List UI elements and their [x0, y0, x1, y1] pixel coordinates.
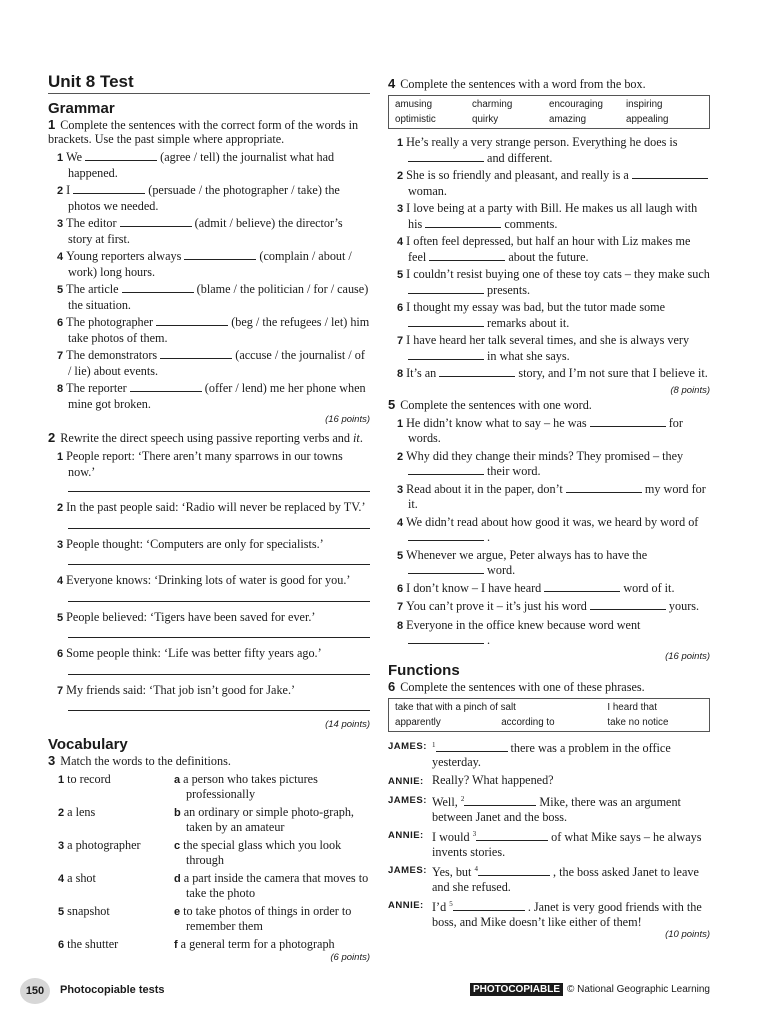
answer-blank[interactable] — [408, 464, 484, 475]
item-text: We didn’t read about how good it was, we heard by word of — [406, 514, 699, 529]
exercise-item — [48, 315, 370, 345]
match-word: 5 snapshot — [58, 904, 110, 918]
item-text: (agree / tell) the journalist what had happened. — [68, 150, 335, 180]
exercise-item — [388, 515, 710, 545]
item-text: Read about it in the paper, don’t — [406, 481, 563, 496]
match-definition: d a part inside the camera that moves to take the photo — [174, 871, 369, 900]
answer-line[interactable] — [68, 674, 370, 675]
box-word: quirky — [472, 114, 499, 125]
item-text: People report: ‘There aren’t many sparrows in our towns now.’ — [66, 449, 343, 479]
box-phrase: according to — [501, 716, 555, 728]
unit-title: Unit 8 Test — [48, 72, 370, 94]
answer-blank[interactable] — [130, 381, 202, 392]
exercise-1-items — [48, 150, 370, 411]
box-word: optimistic — [395, 114, 436, 125]
item-text: The editor — [66, 216, 117, 230]
item-text: (offer / lend) me her phone when mine got broken. — [68, 381, 366, 411]
exercise-item — [388, 267, 710, 297]
item-text: in what she says. — [487, 348, 570, 363]
item-number: 1 — [57, 451, 64, 463]
footer-right — [470, 983, 710, 996]
exercise-4-items — [388, 135, 710, 382]
dialogue-line: Well, $^2$ Mike, there was an argument between Janet and the boss. — [432, 795, 681, 824]
box-word: amusing — [395, 99, 433, 110]
page-footer — [20, 978, 710, 1004]
answer-blank[interactable] — [160, 348, 232, 359]
exercise-3-points: (6 points) — [330, 952, 370, 963]
item-text: remarks about it. — [487, 315, 570, 330]
answer-line[interactable] — [68, 710, 370, 711]
exercise-item — [48, 150, 370, 180]
exercise-item — [48, 683, 370, 699]
item-text: (persuade / the photographer / take) the photos we needed. — [68, 183, 340, 213]
grammar-heading: Grammar — [48, 100, 115, 117]
item-text: Young reporters always — [66, 249, 182, 263]
box-word: inspiring — [626, 99, 663, 110]
match-definition: f a general term for a photograph — [174, 937, 335, 951]
exercise-number: 6 — [388, 678, 396, 694]
item-number: 4 — [397, 236, 404, 248]
item-text: People believed: ‘Tigers have been saved for ever.’ — [66, 609, 316, 624]
exercise-number: 2 — [48, 430, 56, 445]
dialogue-line: $^1$ there was a problem in the office yesterday. — [432, 740, 671, 770]
exercise-1-points: (16 points) — [325, 414, 370, 425]
item-text: my word for it. — [408, 481, 706, 511]
item-text: (complain / about / work) long hours. — [68, 249, 352, 279]
item-number: 3 — [57, 538, 64, 551]
item-text: People thought: ‘Computers are only for specialists.’ — [66, 536, 324, 551]
match-word: 6 the shutter — [58, 937, 119, 951]
dialogue-line: I’d $^5$ . Janet is very good friends with the boss, and Mike doesn’t like either of them! — [432, 900, 702, 929]
exercise-3-matching — [58, 772, 370, 952]
item-text: presents. — [487, 282, 531, 297]
item-number: 6 — [57, 648, 64, 660]
match-word: 3 a photographer — [58, 838, 141, 852]
item-text: word. — [487, 563, 516, 577]
item-text: Whenever we argue, Peter always has to have the — [406, 547, 648, 562]
item-text: and different. — [487, 150, 553, 165]
answer-blank[interactable] — [590, 599, 666, 610]
answer-blank[interactable] — [408, 633, 484, 644]
item-text: He’s really a very strange person. Everything he does is — [406, 135, 678, 149]
word-box — [388, 95, 710, 129]
item-number: 4 — [57, 251, 64, 263]
item-text: I love being at a party with Bill. He makes us all laugh with his — [406, 201, 698, 231]
copyright: © National Geographic Learning — [566, 984, 710, 995]
answer-blank[interactable] — [464, 795, 536, 806]
gap-number: 5 — [449, 900, 453, 909]
footer-label: Photocopiable tests — [60, 984, 165, 996]
item-text: You can’t prove it – it’s just his word — [406, 599, 587, 613]
exercise-3-instruction: 3 Match the words to the definitions. — [48, 753, 231, 768]
exercise-5-items — [388, 416, 710, 648]
exercise-5-instruction: 5 Complete the sentences with one word. — [388, 396, 592, 412]
item-text: about the future. — [508, 249, 589, 264]
item-text: story, and I’m not sure that I believe it. — [518, 366, 708, 380]
item-number: 7 — [397, 335, 404, 347]
answer-blank[interactable] — [590, 416, 666, 427]
item-text: I often feel depressed, but half an hour with Liz makes me feel — [406, 234, 691, 264]
exercise-item — [388, 135, 710, 165]
item-number: 5 — [57, 611, 64, 624]
answer-line[interactable] — [68, 601, 370, 602]
right-column — [388, 72, 710, 940]
box-phrase: apparently — [395, 716, 441, 728]
box-phrase: take that with a pinch of salt — [395, 701, 516, 713]
exercise-item — [388, 416, 710, 446]
speaker-name: JAMES: — [388, 865, 427, 877]
item-text: The photographer — [66, 315, 154, 329]
exercise-item — [48, 381, 370, 411]
match-definition: c the special glass which you look through — [174, 838, 342, 867]
item-text: for words. — [408, 415, 683, 445]
answer-blank[interactable] — [429, 250, 505, 261]
answer-blank[interactable] — [156, 315, 228, 326]
box-word: encouraging — [549, 99, 603, 110]
answer-blank[interactable] — [122, 282, 194, 293]
exercise-item — [388, 548, 710, 578]
exercise-item — [388, 333, 710, 363]
item-number: 4 — [57, 575, 64, 587]
answer-line[interactable] — [68, 564, 370, 565]
item-number: 7 — [397, 601, 404, 613]
answer-blank[interactable] — [408, 349, 484, 360]
exercise-2-points: (14 points) — [325, 719, 370, 730]
answer-line[interactable] — [68, 528, 370, 529]
match-word: 2 a lens — [58, 805, 96, 819]
exercise-item — [388, 599, 710, 615]
exercise-item — [48, 449, 370, 479]
exercise-4-points: (8 points) — [670, 384, 710, 396]
item-text: Some people think: ‘Life was better fifty years ago.’ — [66, 646, 322, 660]
exercise-number: 5 — [388, 396, 396, 412]
dialogue — [388, 738, 710, 930]
item-text: The reporter — [66, 381, 127, 395]
answer-blank[interactable] — [566, 482, 642, 493]
exercise-1-instruction: 1 Complete the sentences with the correct form of the words in brackets. Use the past simple where appropriate. — [48, 117, 359, 146]
box-phrase: I heard that — [607, 701, 657, 713]
speaker-name: ANNIE: — [388, 830, 424, 842]
exercise-6-points: (10 points) — [665, 929, 710, 941]
speaker-name: JAMES: — [388, 795, 427, 807]
item-text: their word. — [487, 464, 541, 478]
item-number: 5 — [397, 269, 404, 281]
item-number: 1 — [57, 152, 64, 164]
answer-blank[interactable] — [453, 900, 525, 911]
exercise-item — [388, 366, 710, 382]
box-word: appealing — [626, 114, 669, 125]
item-text: It’s an — [406, 366, 437, 380]
item-text: I don’t know – I have heard — [406, 580, 542, 595]
exercise-item — [388, 201, 710, 231]
page-number: 150 — [20, 978, 50, 1004]
exercise-item — [48, 500, 370, 516]
exercise-2-items — [48, 449, 370, 711]
speaker-name: JAMES: — [388, 740, 427, 752]
item-number: 2 — [57, 502, 64, 514]
item-text: (blame / the politician / for / cause) the situation. — [68, 282, 369, 312]
answer-blank[interactable] — [544, 581, 620, 592]
exercise-item — [48, 282, 370, 312]
exercise-5-points: (16 points) — [665, 650, 710, 662]
box-word: amazing — [549, 114, 587, 125]
item-text: woman. — [408, 183, 447, 198]
item-number: 2 — [397, 170, 404, 182]
answer-line[interactable] — [68, 491, 370, 492]
item-number: 2 — [57, 185, 64, 197]
answer-blank[interactable] — [408, 151, 484, 162]
item-text: He didn’t know what to say – he was — [406, 415, 587, 430]
exercise-item — [388, 482, 710, 512]
item-text: I have heard her talk several times, and she is always very — [406, 333, 690, 347]
item-number: 6 — [397, 302, 404, 314]
item-number: 5 — [57, 284, 64, 296]
item-number: 3 — [57, 218, 64, 230]
answer-blank[interactable] — [439, 366, 515, 377]
exercise-item — [388, 618, 710, 648]
answer-blank[interactable] — [85, 150, 157, 161]
exercise-item — [388, 300, 710, 330]
exercise-4-instruction: 4 Complete the sentences with a word from the box. — [388, 76, 646, 91]
answer-blank[interactable] — [436, 741, 508, 752]
answer-blank[interactable] — [73, 183, 145, 194]
exercise-number: 1 — [48, 117, 56, 132]
item-number: 6 — [57, 317, 64, 329]
exercise-item — [48, 610, 370, 626]
match-definition: b an ordinary or simple photo-graph, taken by an amateur — [174, 805, 354, 834]
exercise-number: 3 — [48, 753, 56, 768]
answer-blank[interactable] — [476, 830, 548, 841]
exercise-item — [48, 537, 370, 553]
item-text: (beg / the refugees / let) him take photos of them. — [68, 315, 370, 345]
item-text: We — [66, 150, 83, 164]
match-definition: a a person who takes pictures professionally — [174, 772, 318, 801]
functions-heading: Functions — [388, 661, 460, 679]
exercise-6-instruction: 6 Complete the sentences with one of these phrases. — [388, 678, 645, 694]
left-column — [48, 72, 370, 963]
item-number: 2 — [397, 450, 404, 463]
item-text: The demonstrators — [66, 348, 158, 362]
exercise-item — [48, 216, 370, 246]
item-number: 3 — [397, 483, 404, 496]
item-number: 6 — [397, 582, 404, 595]
item-number: 3 — [397, 203, 404, 215]
item-text: In the past people said: ‘Radio will never be replaced by TV.’ — [66, 500, 366, 514]
answer-blank[interactable] — [408, 283, 484, 294]
box-word: charming — [472, 99, 513, 110]
exercise-item — [48, 348, 370, 378]
phrase-box — [388, 698, 710, 732]
answer-blank[interactable] — [632, 168, 708, 179]
item-text: . — [487, 530, 491, 544]
item-number: 8 — [397, 368, 404, 380]
exercise-item — [48, 183, 370, 213]
answer-blank[interactable] — [478, 865, 550, 876]
exercise-2-instruction: 2 Rewrite the direct speech using passive reporting verbs and it. — [48, 430, 363, 445]
gap-number: 1 — [432, 740, 436, 749]
item-text: . — [487, 633, 491, 647]
answer-blank[interactable] — [120, 216, 192, 227]
speaker-name: ANNIE: — [388, 900, 424, 912]
answer-line[interactable] — [68, 637, 370, 638]
item-text: Everyone in the office knew because word went — [406, 617, 641, 632]
item-text: Why did they change their minds? They promised – they — [406, 448, 684, 463]
item-text: I thought my essay was bad, but the tutor made some — [406, 300, 666, 314]
item-number: 4 — [397, 516, 404, 529]
item-text: I — [66, 183, 71, 197]
exercise-item — [48, 646, 370, 662]
exercise-item — [48, 573, 370, 589]
exercise-item — [388, 449, 710, 479]
photocopiable-badge: PHOTOCOPIABLE — [470, 983, 563, 996]
exercise-item — [388, 234, 710, 264]
box-phrase: take no notice — [607, 716, 669, 728]
match-definition: e to take photos of things in order to remember them — [174, 904, 352, 933]
dialogue-line: Really? What happened? — [432, 772, 554, 787]
gap-number: 3 — [472, 830, 477, 839]
item-text: My friends said: ‘That job isn’t good for Jake.’ — [66, 682, 296, 697]
answer-blank[interactable] — [425, 217, 501, 228]
item-text: yours. — [668, 599, 700, 613]
exercise-item — [388, 168, 710, 198]
answer-blank[interactable] — [184, 249, 256, 260]
answer-blank[interactable] — [408, 316, 484, 327]
answer-blank[interactable] — [408, 530, 484, 541]
item-number: 8 — [57, 383, 64, 395]
match-word: 4 a shot — [58, 871, 96, 885]
dialogue-line: I would $^3$ of what Mike says – he always invents stories. — [432, 830, 702, 859]
item-text: (accuse / the journalist / of / lie) about events. — [68, 348, 365, 378]
exercise-item — [388, 581, 710, 597]
item-number: 1 — [397, 137, 404, 149]
answer-blank[interactable] — [408, 563, 484, 574]
match-word: 1 to record — [58, 772, 111, 786]
item-number: 7 — [57, 350, 64, 362]
item-text: Everyone knows: ‘Drinking lots of water is good for you.’ — [66, 573, 351, 587]
item-number: 5 — [397, 549, 404, 562]
speaker-name: ANNIE: — [388, 775, 424, 787]
exercise-item — [48, 249, 370, 279]
item-text: I couldn’t resist buying one of these toy cats – they make such — [406, 267, 710, 281]
vocabulary-heading: Vocabulary — [48, 736, 128, 753]
item-text: She is so friendly and pleasant, and really is a — [406, 168, 629, 182]
exercise-number: 4 — [388, 76, 396, 91]
item-number: 1 — [397, 417, 404, 430]
dialogue-line: Yes, but $^4$ , the boss asked Janet to leave and she refused. — [432, 865, 699, 894]
item-text: word of it. — [623, 580, 675, 595]
item-text: The article — [66, 282, 119, 296]
item-number: 7 — [57, 684, 64, 697]
item-text: comments. — [504, 216, 558, 231]
gap-number: 4 — [474, 865, 478, 874]
item-number: 8 — [397, 619, 404, 632]
gap-number: 2 — [460, 795, 465, 804]
item-text: (admit / believe) the director’s story at first. — [68, 216, 343, 246]
